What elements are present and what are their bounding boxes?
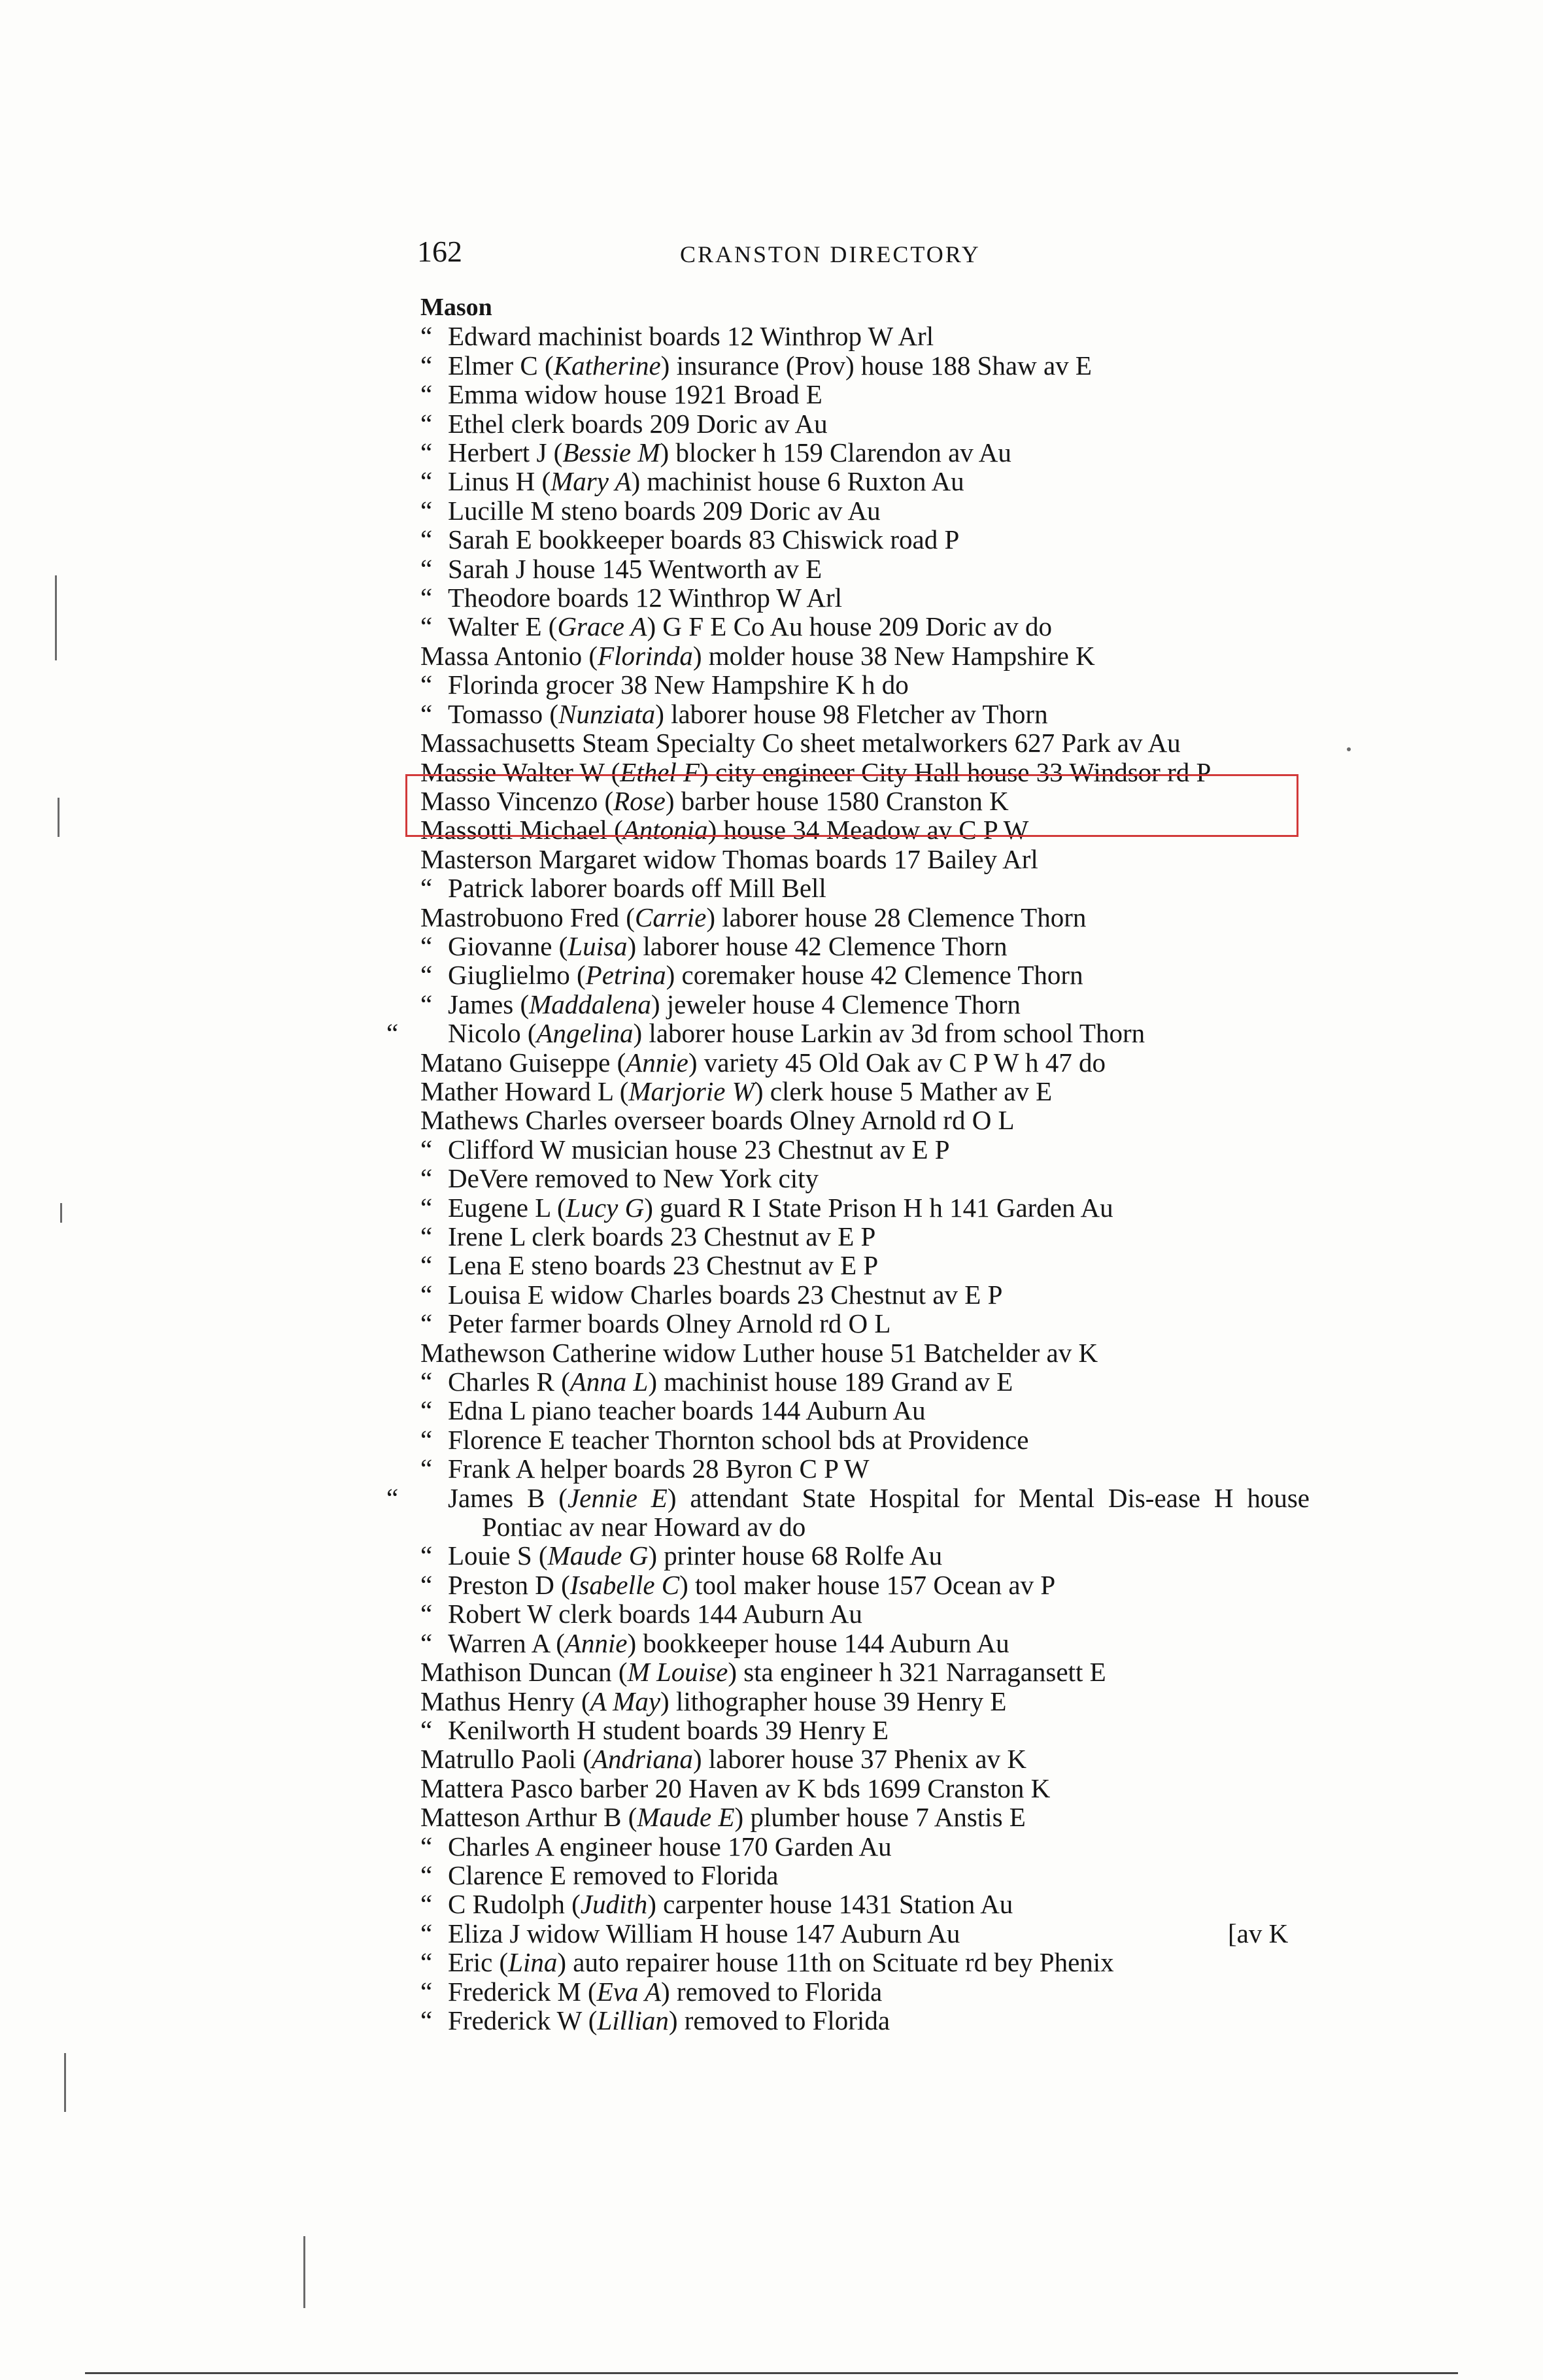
- ditto-mark: “: [420, 930, 433, 961]
- entry-text: ) molder house 38 New Hampshire K: [692, 640, 1095, 671]
- entry-text: Masterson Margaret widow Thomas boards 17 Bailey Arl: [420, 843, 1038, 874]
- entry-text: Linus H (: [448, 466, 551, 497]
- entry-text: James (: [448, 989, 530, 1019]
- directory-entry: [420, 1309, 1310, 1338]
- margin-mark: [1347, 747, 1351, 751]
- ditto-mark: “: [420, 1454, 433, 1484]
- margin-mark: [64, 2053, 66, 2112]
- spouse-name: Rose: [613, 785, 666, 816]
- entry-text: Emma widow house 1921 Broad E: [448, 379, 822, 410]
- entry-text: ) G F E Co Au house 209 Doric av do: [647, 611, 1052, 642]
- entry-text: Louie S (: [448, 1540, 548, 1571]
- entry-text: Eugene L (: [448, 1192, 566, 1223]
- ditto-mark: “: [420, 408, 433, 439]
- directory-entry: [420, 1454, 1310, 1483]
- spouse-name: Petrina: [585, 960, 666, 991]
- directory-entry: [420, 1396, 1310, 1425]
- directory-entry: [420, 1599, 1310, 1628]
- spouse-name: Maude G: [547, 1540, 649, 1571]
- spouse-name: M Louise: [627, 1657, 728, 1688]
- spouse-name: Maddalena: [529, 989, 651, 1019]
- entry-text: ) variety 45 Old Oak av C P W h 47 do: [688, 1047, 1106, 1078]
- directory-entry: [420, 874, 1310, 902]
- entry-text: Clarence E removed to Florida: [448, 1860, 779, 1890]
- entry-text: ) laborer house 98 Fletcher av Thorn: [655, 698, 1048, 729]
- spouse-name: Annie: [564, 1627, 628, 1658]
- entry-text: ) clerk house 5 Mather av E: [754, 1076, 1053, 1106]
- spouse-name: Lina: [508, 1947, 558, 1978]
- entry-text: ) house 34 Meadow av C P W: [707, 815, 1029, 845]
- directory-entry: [420, 351, 1310, 380]
- entry-text: Mather Howard L (: [420, 1076, 629, 1106]
- directory-entry: [420, 1803, 1310, 1831]
- highlight-box: [405, 774, 1298, 837]
- spouse-name: Annie: [626, 1047, 688, 1078]
- entry-text: ) removed to Florida: [661, 1976, 883, 2007]
- entry-text: Massachusetts Steam Specialty Co sheet metalworkers 627 Park av Au: [420, 728, 1181, 758]
- directory-entry: [420, 990, 1310, 1019]
- directory-entry: [420, 670, 1310, 699]
- directory-entry: [420, 1222, 1310, 1251]
- entry-text: Herbert J (: [448, 437, 563, 468]
- directory-entry: [420, 1541, 1310, 1570]
- entry-text: ) machinist house 189 Grand av E: [648, 1367, 1013, 1397]
- spouse-name: Andriana: [591, 1744, 693, 1775]
- directory-entry: [420, 1106, 1310, 1134]
- ditto-mark: “: [420, 583, 433, 613]
- entry-text: Lucille M steno boards 209 Doric av Au: [448, 495, 881, 526]
- ditto-mark: “: [420, 321, 433, 352]
- entry-text: ) jeweler house 4 Clemence Thorn: [651, 989, 1021, 1019]
- entry-text: Mastrobuono Fred (: [420, 902, 635, 932]
- directory-entry: [420, 554, 1310, 583]
- entry-text: Florence E teacher Thornton school bds at Providence: [448, 1424, 1029, 1455]
- entry-text: Frederick M (: [448, 1976, 597, 2007]
- page-bottom-rule: [85, 2372, 1458, 2374]
- ditto-mark: “: [420, 379, 433, 410]
- entry-text: ) printer house 68 Rolfe Au: [648, 1540, 943, 1571]
- ditto-mark: “: [420, 1279, 433, 1310]
- ditto-mark: “: [420, 437, 433, 468]
- entry-text: Lena E steno boards 23 Chestnut av E P: [448, 1250, 879, 1281]
- spouse-name: Lillian: [597, 2005, 669, 2035]
- ditto-mark: “: [420, 1831, 433, 1862]
- ditto-mark: “: [420, 1714, 433, 1745]
- directory-entry: [420, 2006, 1310, 2035]
- running-title: CRANSTON DIRECTORY: [680, 241, 981, 267]
- directory-entry: [420, 845, 1310, 874]
- directory-entry: [420, 583, 1310, 612]
- ditto-mark: “: [420, 1947, 433, 1978]
- directory-entry: [420, 1948, 1310, 1977]
- directory-entry: [420, 1919, 1310, 1948]
- ditto-mark: “: [420, 1918, 433, 1948]
- entry-text: Giuglielmo (: [448, 960, 586, 991]
- runover-note: [av K: [1228, 1918, 1289, 1948]
- directory-entry: [420, 380, 1310, 409]
- directory-entry: [420, 467, 1310, 496]
- directory-entry: [420, 1077, 1310, 1106]
- entry-text: Massotti Michael (: [420, 815, 623, 845]
- entry-text: Peter farmer boards Olney Arnold rd O L: [448, 1308, 891, 1339]
- spouse-name: Marjorie W: [628, 1076, 755, 1106]
- ditto-mark: “: [420, 524, 433, 555]
- entry-text: ) tool maker house 157 Ocean av P: [679, 1569, 1056, 1600]
- ditto-mark: “: [420, 670, 433, 700]
- entry-text: Charles R (: [448, 1367, 570, 1397]
- directory-entry: [420, 1280, 1310, 1309]
- ditto-mark: “: [420, 2005, 433, 2035]
- entry-text: Walter E (: [448, 611, 558, 642]
- ditto-mark: “: [420, 611, 433, 642]
- entry-text: Charles A engineer house 170 Garden Au: [448, 1831, 892, 1862]
- entry-text: ) auto repairer house 11th on Scituate rd bey Phenix: [557, 1947, 1114, 1978]
- spouse-name: A May: [590, 1686, 661, 1716]
- entry-text: Tomasso (: [448, 698, 559, 729]
- margin-mark: [303, 2236, 305, 2308]
- entry-text: ) lithographer house 39 Henry E: [660, 1686, 1007, 1716]
- ditto-mark: “: [420, 1569, 433, 1600]
- directory-entry: [420, 1774, 1310, 1803]
- directory-entry: [420, 700, 1310, 728]
- directory-entry: [420, 728, 1310, 757]
- spouse-name: Anna L: [569, 1367, 649, 1397]
- spouse-name: Eva A: [596, 1976, 661, 2007]
- entry-text: ) insurance (Prov) house 188 Shaw av E: [660, 350, 1092, 381]
- directory-entry: [420, 1193, 1310, 1222]
- entry-text: ) plumber house 7 Anstis E: [734, 1802, 1026, 1833]
- entry-text: Mathewson Catherine widow Luther house 51 Batchelder av K: [420, 1337, 1098, 1368]
- directory-entry: [420, 1338, 1310, 1367]
- entry-text: Clifford W musician house 23 Chestnut av E P: [448, 1134, 950, 1164]
- entry-text: ) coremaker house 42 Clemence Thorn: [666, 960, 1083, 991]
- entry-text: ) blocker h 159 Clarendon av Au: [660, 437, 1011, 468]
- entry-text: Sarah E bookkeeper boards 83 Chiswick road P: [448, 524, 960, 555]
- directory-entry: [420, 1832, 1310, 1861]
- directory-entry: [420, 1164, 1310, 1193]
- entry-text: Mathison Duncan (: [420, 1657, 628, 1688]
- directory-entry: [420, 903, 1310, 932]
- spouse-name: Isabelle C: [569, 1569, 680, 1600]
- spouse-name: Mary A: [551, 466, 632, 497]
- directory-entry: “ James B (Jennie E) attendant State Hospital for Mental Dis-ease H house Pontiac av near Howard av do: [386, 1482, 1310, 1542]
- entry-text: ) sta engineer h 321 Narragansett E: [728, 1657, 1106, 1688]
- directory-entry: [420, 1977, 1310, 2006]
- ditto-mark: “: [420, 1424, 433, 1455]
- entry-text: ) city engineer City Hall house 33 Windsor rd P: [700, 756, 1212, 787]
- directory-entry: [420, 525, 1310, 554]
- ditto-mark: “: [420, 873, 433, 904]
- ditto-mark: “: [420, 989, 433, 1019]
- entry-text: Ethel clerk boards 209 Doric av Au: [448, 408, 828, 439]
- surname-heading: [420, 292, 1310, 322]
- spouse-name: Lucy G: [566, 1192, 645, 1223]
- spouse-name: Jennie E: [567, 1482, 668, 1513]
- ditto-mark: “: [420, 1860, 433, 1890]
- entry-text: Patrick laborer boards off Mill Bell: [448, 873, 826, 904]
- entry-text: ) laborer house 37 Phenix av K: [692, 1744, 1026, 1775]
- directory-entry: “ Nicolo (Angelina) laborer house Larkin av 3d from school Thorn: [386, 1018, 1145, 1049]
- ditto-mark: “: [420, 1250, 433, 1281]
- spouse-name: Carrie: [634, 902, 707, 932]
- entry-text: Florinda grocer 38 New Hampshire K h do: [448, 670, 909, 700]
- ditto-mark: “: [420, 350, 433, 381]
- directory-entry: [420, 1571, 1310, 1599]
- directory-entry: [420, 322, 1310, 350]
- ditto-mark: “: [420, 1627, 433, 1658]
- spouse-name: Florinda: [598, 640, 693, 671]
- directory-entry: [420, 641, 1310, 670]
- ditto-mark: “: [420, 1134, 433, 1164]
- directory-entry: [420, 1135, 1310, 1164]
- ditto-mark: “: [420, 1221, 433, 1251]
- entry-text: Mathus Henry (: [420, 1686, 590, 1716]
- ditto-mark: “: [420, 495, 433, 526]
- spouse-name: Antonia: [622, 815, 708, 845]
- directory-entry: [420, 1890, 1310, 1918]
- spouse-name: Katherine: [553, 350, 661, 381]
- directory-entry: [420, 1744, 1310, 1773]
- ditto-mark: “: [420, 1540, 433, 1571]
- page-number: 162: [417, 235, 462, 268]
- entry-text: ) attendant State Hospital for Mental Dis-ease H house Pontiac av near Howard av do: [482, 1482, 1310, 1542]
- directory-entry: [420, 409, 1310, 438]
- entry-text: Eric (: [448, 1947, 509, 1978]
- surname-heading-text: Mason: [420, 294, 492, 321]
- ditto-mark: “: [420, 698, 433, 729]
- margin-mark: [60, 1203, 62, 1223]
- spouse-name: Ethel F: [620, 756, 700, 787]
- entry-text: Edna L piano teacher boards 144 Auburn Au: [448, 1395, 926, 1426]
- entry-text: Elmer C (: [448, 350, 554, 381]
- entry-text: Theodore boards 12 Winthrop W Arl: [448, 583, 843, 613]
- entry-text: ) guard R I State Prison H h 141 Garden Au: [644, 1192, 1113, 1223]
- directory-entry: [420, 1629, 1310, 1658]
- entry-text: Warren A (: [448, 1627, 565, 1658]
- spouse-name: Bessie M: [562, 437, 660, 468]
- directory-entry: [420, 1048, 1310, 1077]
- entry-text: Preston D (: [448, 1569, 570, 1600]
- entry-text: Matano Guiseppe (: [420, 1047, 626, 1078]
- entry-text: ) bookkeeper house 144 Auburn Au: [627, 1627, 1009, 1658]
- entry-text: Nicolo (: [448, 1018, 537, 1049]
- entry-text: Eliza J widow William H house 147 Auburn Au: [448, 1918, 960, 1948]
- entry-text: Mattera Pasco barber 20 Haven av K bds 1699 Cranston K: [420, 1773, 1051, 1803]
- directory-entry: [420, 1687, 1310, 1716]
- spouse-name: Judith: [580, 1889, 648, 1920]
- ditto-mark: “: [420, 1163, 433, 1194]
- entry-text: Massa Antonio (: [420, 640, 598, 671]
- ditto-mark: “: [420, 466, 433, 497]
- ditto-mark: “: [420, 1308, 433, 1339]
- entry-text: Louisa E widow Charles boards 23 Chestnut av E P: [448, 1279, 1003, 1310]
- entry-text: Masso Vincenzo (: [420, 785, 614, 816]
- entry-text: ) laborer house 42 Clemence Thorn: [627, 930, 1008, 961]
- directory-entry: [420, 1716, 1310, 1744]
- directory-entry: [420, 438, 1310, 467]
- ditto-mark: “: [420, 1889, 433, 1920]
- entry-text: Mathews Charles overseer boards Olney Arnold rd O L: [420, 1105, 1015, 1136]
- ditto-mark: “: [420, 1367, 433, 1397]
- entry-text: Robert W clerk boards 144 Auburn Au: [448, 1599, 862, 1629]
- entry-text: Giovanne (: [448, 930, 568, 961]
- entry-text: James B (: [448, 1482, 568, 1513]
- entry-text: Sarah J house 145 Wentworth av E: [448, 553, 822, 584]
- directory-entry: [420, 1425, 1310, 1454]
- directory-entry: [420, 932, 1310, 960]
- spouse-name: Maude E: [637, 1802, 735, 1833]
- ditto-mark: “: [420, 1599, 433, 1629]
- directory-entry: [420, 1861, 1310, 1890]
- entry-text: Matrullo Paoli (: [420, 1744, 592, 1775]
- spouse-name: Angelina: [536, 1018, 634, 1049]
- entry-text: ) machinist house 6 Ruxton Au: [631, 466, 964, 497]
- entry-text: C Rudolph (: [448, 1889, 581, 1920]
- entry-text: Frederick W (: [448, 2005, 598, 2035]
- margin-mark: [58, 798, 59, 837]
- entry-text: DeVere removed to New York city: [448, 1163, 819, 1194]
- directory-listing: [386, 292, 1310, 2035]
- entry-text: ) barber house 1580 Cranston K: [665, 785, 1009, 816]
- entry-text: Irene L clerk boards 23 Chestnut av E P: [448, 1221, 876, 1251]
- ditto-mark: “: [420, 1192, 433, 1223]
- ditto-mark: “: [420, 553, 433, 584]
- directory-entry: [420, 612, 1310, 641]
- spouse-name: Luisa: [568, 930, 628, 961]
- directory-entry: [420, 496, 1310, 525]
- entry-text: Kenilworth H student boards 39 Henry E: [448, 1714, 889, 1745]
- entry-text: ) removed to Florida: [668, 2005, 890, 2035]
- directory-entry: [420, 1367, 1310, 1396]
- spouse-name: Grace A: [557, 611, 647, 642]
- ditto-mark: “: [420, 1976, 433, 2007]
- margin-mark: [55, 575, 57, 660]
- directory-entry: [420, 1658, 1310, 1686]
- directory-entry: [420, 1251, 1310, 1280]
- entry-text: Matteson Arthur B (: [420, 1802, 637, 1833]
- entry-text: Edward machinist boards 12 Winthrop W Arl: [448, 321, 934, 352]
- ditto-mark: “: [420, 960, 433, 991]
- entry-text: ) carpenter house 1431 Station Au: [647, 1889, 1013, 1920]
- directory-entry: [420, 960, 1310, 989]
- entry-text: Frank A helper boards 28 Byron C P W: [448, 1454, 870, 1484]
- ditto-mark: “: [420, 1395, 433, 1426]
- entry-text: Massie Walter W (: [420, 756, 620, 787]
- spouse-name: Nunziata: [558, 698, 656, 729]
- entry-text: ) laborer house 28 Clemence Thorn: [706, 902, 1087, 932]
- entry-text: ) laborer house Larkin av 3d from school Thorn: [633, 1018, 1145, 1049]
